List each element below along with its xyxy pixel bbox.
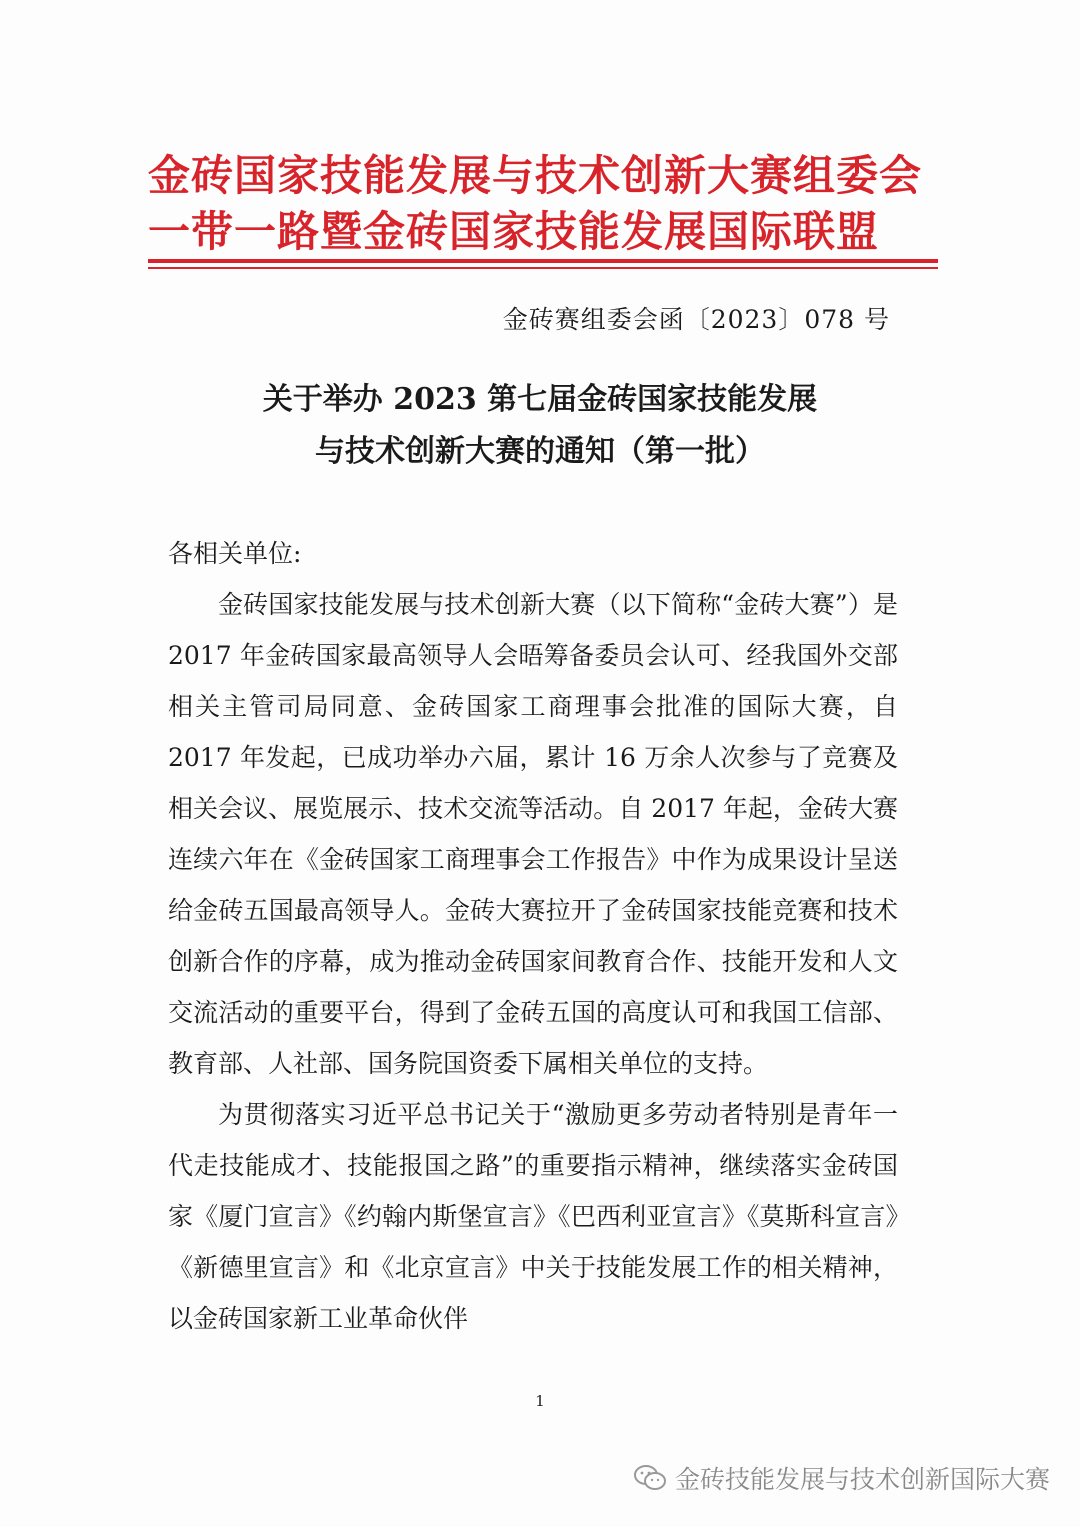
page-number: 1 (535, 1392, 545, 1410)
salutation: 各相关单位: (168, 539, 302, 568)
document-number: 金砖赛组委会函〔2023〕078 号 (502, 305, 890, 334)
letterhead-rule-thick (148, 259, 938, 263)
notice-body (168, 528, 898, 1344)
watermark-text: 金砖技能发展与技术创新国际大赛 (674, 1465, 1050, 1494)
letterhead (148, 148, 948, 260)
letterhead-line-1: 金砖国家技能发展与技术创新大赛组委会 (148, 151, 923, 200)
notice-title-line-2: 与技术创新大赛的通知（第一批） (315, 434, 765, 469)
paragraph-2: 为贯彻落实习近平总书记关于“激励更多劳动者特别是青年一代走技能成才、技能报国之路”的重要指示精神，继续落实金砖国家《厦门宣言》《约翰内斯堡宣言》《巴西利亚宣言》《莫斯科宣言》《新德里宣言》和《北京宣言》中关于技能发展工作的相关精神，以金砖国家新工业革命伙伴 (168, 1100, 898, 1333)
watermark (633, 1460, 1050, 1496)
notice-title-line-1: 关于举办 2023 第七届金砖国家技能发展 (262, 382, 818, 417)
notice-title (0, 374, 1080, 478)
wechat-icon (633, 1464, 667, 1492)
paragraph-1: 金砖国家技能发展与技术创新大赛（以下简称“金砖大赛”）是 2017 年金砖国家最高领导人会晤筹备委员会认可、经我国外交部相关主管司局同意、金砖国家工商理事会批准的国际大赛，自 2017 年发起，已成功举办六届，累计 16 万余人次参与了竞赛及相关会议、展览展示、技术交流等活动。自 2017 年起，金砖大赛连续六年在《金砖国家工商理事会工作报告》中作为成果设计呈送给金砖五国最高领导人。金砖大赛拉开了金砖国家技能竞赛和技术创新合作的序幕，成为推动金砖国家间教育合作、技能开发和人文交流活动的重要平台，得到了金砖五国的高度认可和我国工信部、教育部、人社部、国务院国资委下属相关单位的支持。 (168, 590, 898, 1078)
letterhead-rule-thin (148, 267, 938, 269)
letterhead-line-2: 一带一路暨金砖国家技能发展国际联盟 (148, 207, 880, 256)
